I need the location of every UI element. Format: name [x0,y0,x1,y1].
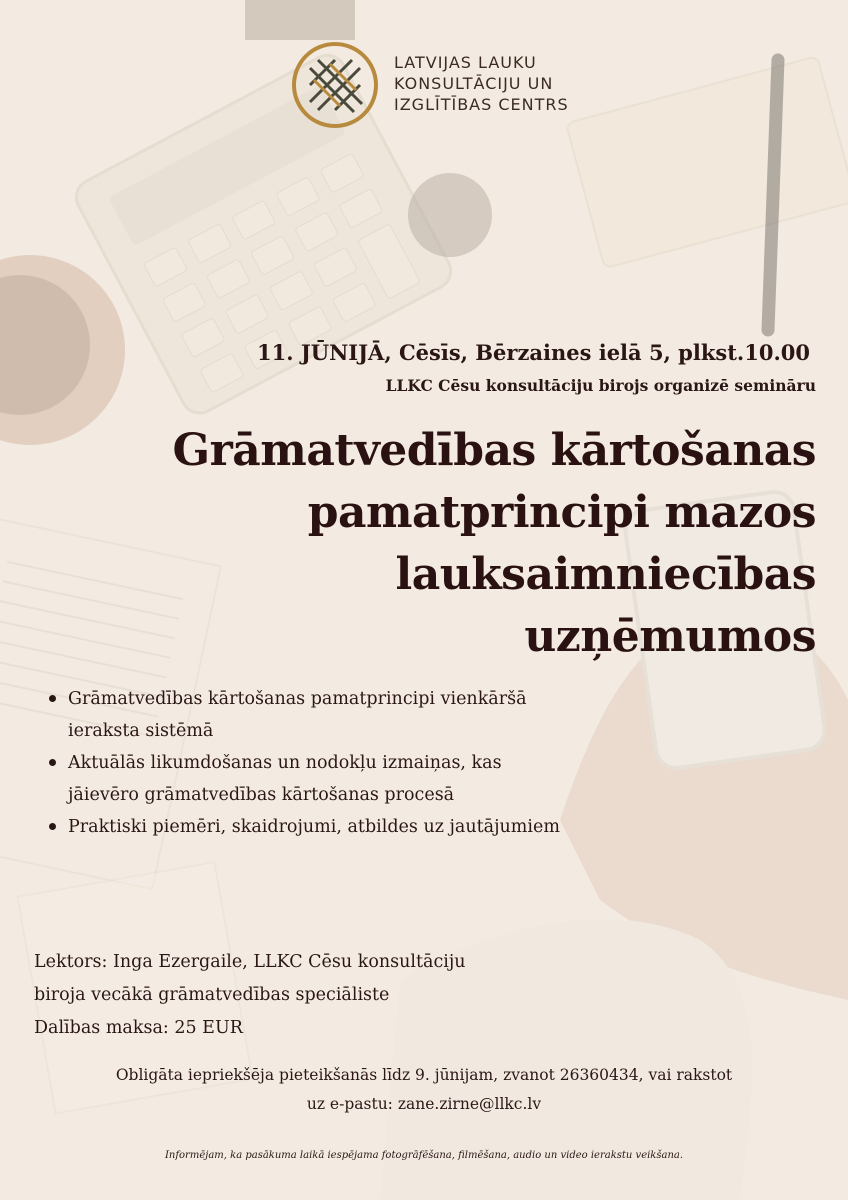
participation-fee: Dalības maksa: 25 EUR [34,1018,243,1038]
registration-line-2: uz e-pastu: zane.zirne@llkc.lv [306,1095,542,1113]
llkc-emblem-icon [288,38,383,133]
event-organizer: LLKC Cēsu konsultāciju birojs organizē semināru [385,376,816,395]
logo-line-2: KONSULTĀCIJU UN [394,74,554,93]
title-line-2: pamatprincipi mazos [307,487,816,538]
event-date-location: 11. JŪNIJĀ, Cēsīs, Bērzaines ielā 5, plkst.10.00 [256,340,810,365]
seminar-title [56,420,816,668]
registration-line-1: Obligāta iepriekšēja pieteikšanās līdz 9. jūnijam, zvanot 26360434, vai rakstot [115,1066,733,1084]
lector-line-1: Lektors: Inga Ezergaile, LLKC Cēsu konsultāciju [34,952,466,972]
topic-item: Aktuālās likumdošanas un nodokļu izmaiņas, kas jāievēro grāmatvedības kārtošanas procesā [46,747,568,811]
topics-list [46,683,568,843]
logo-text [394,52,569,115]
footer-note: Informējam, ka pasākuma laikā iespējama fotogrāfēšana, filmēšana, audio un video ierakstu veikšana. [164,1150,684,1161]
lector-info [34,946,466,1045]
title-line-1: Grāmatvedības kārtošanas [172,425,816,476]
logo-line-3: IZGLĪTĪBAS CENTRS [394,95,569,114]
title-line-4: uzņēmumos [524,611,816,662]
topic-item: Praktiski piemēri, skaidrojumi, atbildes uz jautājumiem [46,811,568,843]
lector-line-2: biroja vecākā grāmatvedības speciāliste [34,985,390,1005]
topic-item: Grāmatvedības kārtošanas pamatprincipi vienkāršā ieraksta sistēmā [46,683,568,747]
organization-logo [288,38,588,133]
registration-info [0,1061,848,1119]
logo-line-1: LATVIJAS LAUKU [394,53,537,72]
title-line-3: lauksaimniecības [395,549,816,600]
